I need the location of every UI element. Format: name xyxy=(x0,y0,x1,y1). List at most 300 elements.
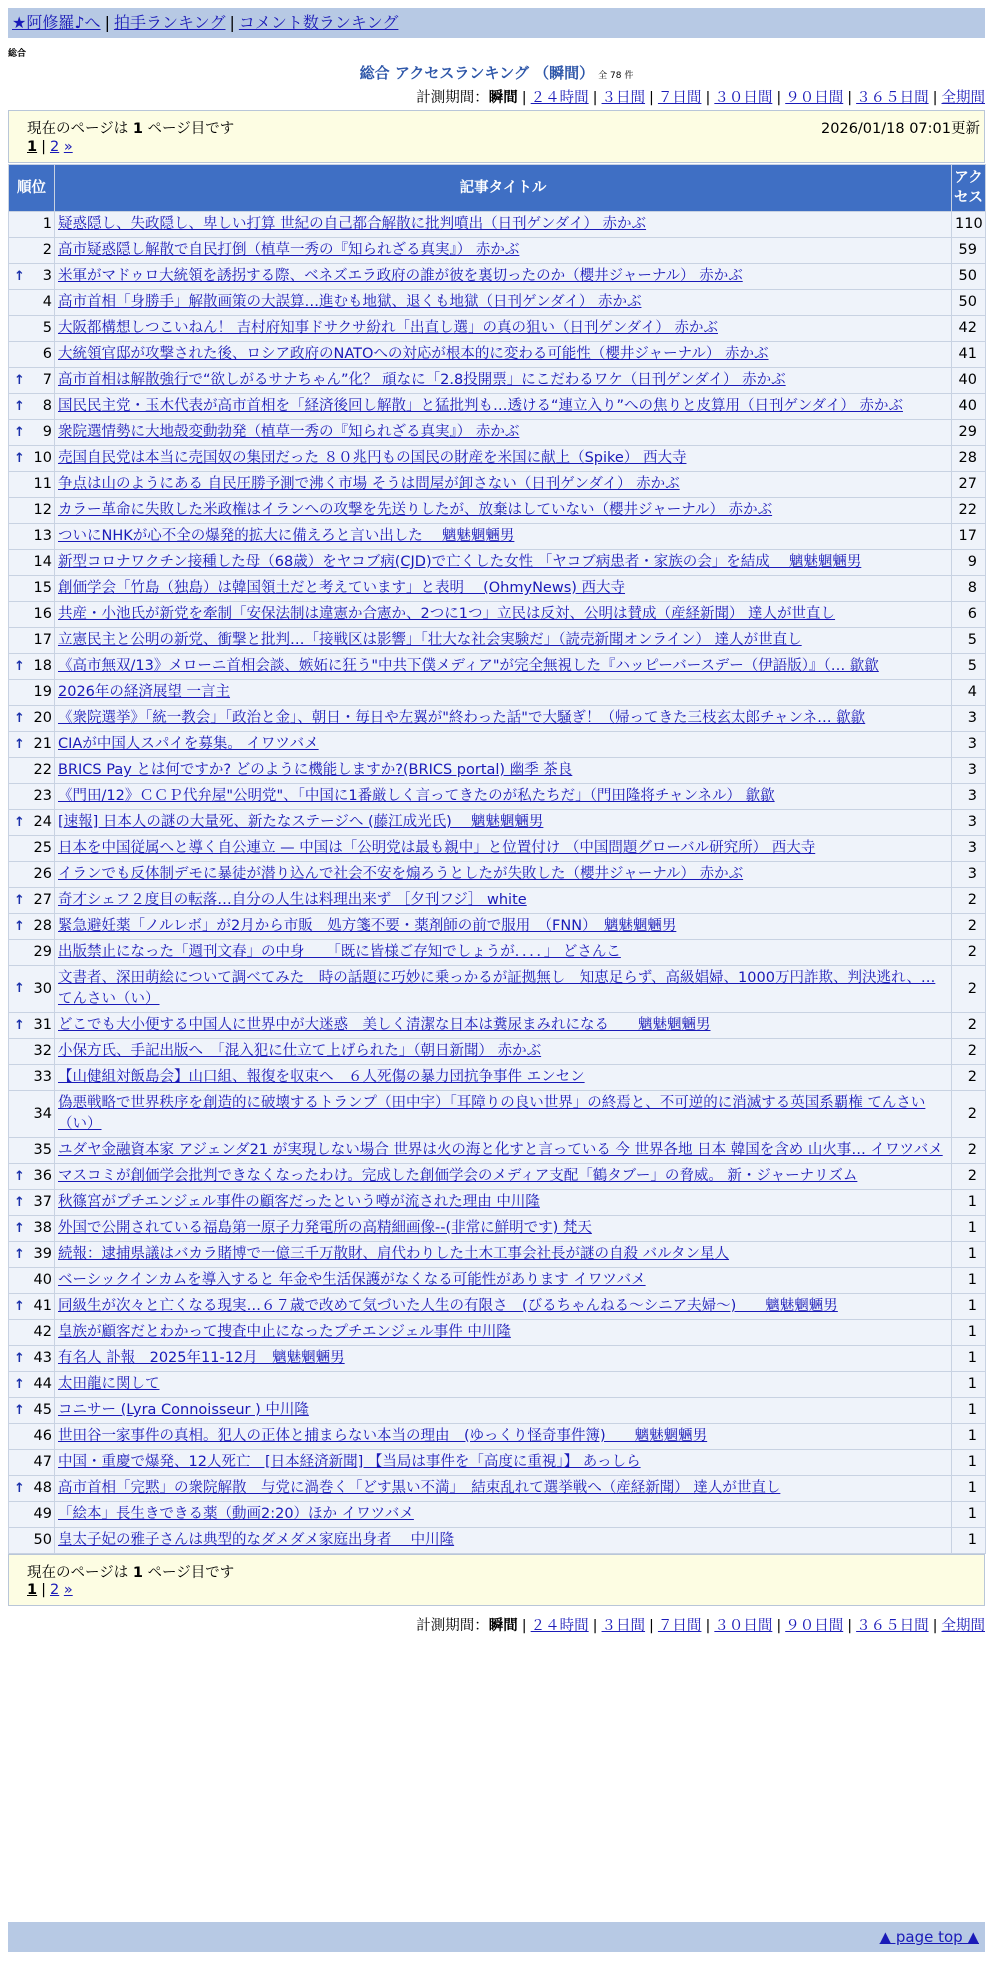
article-link[interactable]: 米軍がマドゥロ大統領を誘拐する際、ベネズエラ政府の誰が彼を裏切ったのか（櫻井ジャーナル） 赤かぶ xyxy=(58,268,743,284)
table-row xyxy=(9,472,986,498)
article-link[interactable]: 高市疑惑隠し解散で自民打倒（植草一秀の『知られざる真実』） 赤かぶ xyxy=(58,242,520,258)
rank-cell xyxy=(9,1268,55,1294)
table-row xyxy=(9,446,986,472)
article-link[interactable]: 高市首相「身勝手」解散画策の大誤算…進むも地獄、退くも地獄（日刊ゲンダイ） 赤かぶ xyxy=(58,294,642,310)
period-option-link[interactable]: 全期間 xyxy=(941,1618,985,1634)
period-separator: | xyxy=(521,1618,527,1634)
access-count: 1 xyxy=(952,1372,986,1398)
section-label: 総合 xyxy=(8,49,27,59)
access-count: 3 xyxy=(952,810,986,836)
rank-up-arrow-icon: ↑ xyxy=(14,1480,25,1496)
article-link[interactable]: 立憲民主と公明の新党、衝撃と批判…「接戦区は影響」「壮大な社会実験だ」（読売新聞オンライン） 達人が世直し xyxy=(58,632,802,648)
table-row xyxy=(9,862,986,888)
title-cell xyxy=(55,680,952,706)
access-count: 3 xyxy=(952,784,986,810)
table-row xyxy=(9,1398,986,1424)
rank-cell xyxy=(9,316,55,342)
rank-cell xyxy=(9,524,55,550)
rank-cell xyxy=(9,550,55,576)
table-row xyxy=(9,1065,986,1091)
access-count: 29 xyxy=(952,420,986,446)
article-link[interactable]: CIAが中国人スパイを募集。 イワツバメ xyxy=(58,736,319,752)
article-link[interactable]: [速報] 日本人の謎の大量死、新たなステージへ (藤江成光氏) 魑魅魍魎男 xyxy=(58,814,544,830)
rank-cell xyxy=(9,888,55,914)
period-option-link[interactable]: 全期間 xyxy=(941,90,985,106)
article-link[interactable]: 文書者、深田萌絵について調べてみた 時の話題に巧妙に乗っかるが証拠無し 知恵足らず、高級娼婦、1000万円詐欺、判決逃れ、… てんさい（い） xyxy=(58,970,936,1007)
rank-cell xyxy=(9,394,55,420)
article-link[interactable]: 皇太子妃の雅子さんは典型的なダメダメ家庭出身者 中川隆 xyxy=(58,1532,455,1548)
period-option-link[interactable]: ９０日間 xyxy=(785,90,844,106)
article-link[interactable]: 「絵本」長生きできる薬（動画2:20）ほか イワツバメ xyxy=(58,1506,414,1522)
table-row xyxy=(9,1476,986,1502)
access-count: 40 xyxy=(952,368,986,394)
access-count: 3 xyxy=(952,732,986,758)
table-row xyxy=(9,524,986,550)
rank-number: 47 xyxy=(33,1454,52,1470)
rank-cell xyxy=(9,1242,55,1268)
article-link[interactable]: 奇才シェフ２度目の転落…自分の人生は料理出来ず ［夕刊フジ］ white xyxy=(58,892,527,908)
article-link[interactable]: 有名人 訃報 2025年11-12月 魑魅魍魎男 xyxy=(58,1350,345,1366)
article-link[interactable]: 出版禁止になった「週刊文春」の中身 「既に皆様ご存知でしょうが．．．．」 どさんこ xyxy=(58,944,621,960)
top-nav xyxy=(8,8,985,38)
title-cell xyxy=(55,264,952,290)
rank-cell xyxy=(9,368,55,394)
title-cell xyxy=(55,1138,952,1164)
pager-bottom xyxy=(8,1554,985,1606)
article-link[interactable]: 太田龍に関して xyxy=(58,1376,160,1392)
table-row xyxy=(9,1346,986,1372)
rank-up-arrow-icon: ↑ xyxy=(14,918,25,934)
access-count: 59 xyxy=(952,238,986,264)
access-count: 1 xyxy=(952,1216,986,1242)
rank-up-arrow-icon: ↑ xyxy=(14,892,25,908)
table-row xyxy=(9,706,986,732)
period-separator: | xyxy=(847,1618,853,1634)
rank-cell xyxy=(9,472,55,498)
period-separator: | xyxy=(776,1618,782,1634)
rank-cell xyxy=(9,420,55,446)
table-row xyxy=(9,238,986,264)
title-cell xyxy=(55,368,952,394)
table-row xyxy=(9,550,986,576)
table-row xyxy=(9,420,986,446)
article-link[interactable]: 【山健組対飯島会】山口組、報復を収束へ ６人死傷の暴力団抗争事件 エンセン xyxy=(58,1069,585,1085)
period-option-link[interactable]: ７日間 xyxy=(657,90,702,106)
title-cell xyxy=(55,1346,952,1372)
rank-up-arrow-icon: ↑ xyxy=(14,372,25,388)
period-separator: | xyxy=(649,1618,654,1634)
period-label: 計測期間： xyxy=(416,1618,489,1634)
title-cell xyxy=(55,784,952,810)
period-option-link[interactable]: ３日間 xyxy=(601,90,646,106)
table-row xyxy=(9,654,986,680)
access-count: 1 xyxy=(952,1476,986,1502)
rank-up-arrow-icon: ↑ xyxy=(14,1168,25,1184)
page-title-text: 総合 アクセスランキング （瞬間） xyxy=(359,64,595,82)
title-cell xyxy=(55,550,952,576)
article-link[interactable]: 大統領官邸が攻撃された後、ロシア政府のNATOへの対応が根本的に変わる可能性（櫻井ジャーナル） 赤かぶ xyxy=(58,346,769,362)
rank-cell xyxy=(9,914,55,940)
article-link[interactable]: どこでも大小便する中国人に世界中が大迷惑 美しく清潔な日本は糞尿まみれになる 魑魅魍魎男 xyxy=(58,1017,711,1033)
table-row xyxy=(9,1242,986,1268)
rank-cell xyxy=(9,342,55,368)
table-row xyxy=(9,966,986,1013)
rank-up-arrow-icon: ↑ xyxy=(14,710,25,726)
rank-up-arrow-icon: ↑ xyxy=(14,981,25,996)
period-option-link[interactable]: ３０日間 xyxy=(714,90,773,106)
article-link[interactable]: 世田谷一家事件の真相。犯人の正体と捕まらない本当の理由 (ゆっくり怪奇事件簿) 魑魅魍魎男 xyxy=(58,1428,708,1444)
access-count: 4 xyxy=(952,680,986,706)
title-cell xyxy=(55,966,952,1013)
rank-number: 49 xyxy=(33,1506,52,1522)
rank-cell xyxy=(9,602,55,628)
access-count: 27 xyxy=(952,472,986,498)
article-link[interactable]: コニサー (Lyra Connoisseur ) 中川隆 xyxy=(58,1402,309,1418)
next-page-link[interactable]: » xyxy=(63,139,73,155)
current-page-number: 1 xyxy=(132,121,143,137)
period-option-link[interactable]: ９０日間 xyxy=(785,1618,844,1634)
rank-cell xyxy=(9,706,55,732)
period-option-link[interactable]: ３６５日間 xyxy=(856,1618,929,1634)
table-row xyxy=(9,836,986,862)
page-top-link[interactable]: ▲ page top ▲ xyxy=(879,1928,979,1946)
access-count: 50 xyxy=(952,264,986,290)
rank-number: 5 xyxy=(42,320,52,336)
article-link[interactable]: イランでも反体制デモに暴徒が潜り込んで社会不安を煽ろうとしたが失敗した（櫻井ジャーナル） 赤かぶ xyxy=(58,866,744,882)
rank-cell xyxy=(9,732,55,758)
title-cell xyxy=(55,1294,952,1320)
access-count: 5 xyxy=(952,628,986,654)
rank-number: 41 xyxy=(33,1298,52,1314)
rank-cell xyxy=(9,862,55,888)
period-option-link[interactable]: ３日間 xyxy=(601,1618,646,1634)
article-link[interactable]: 日本を中国従属へと導く自公連立 — 中国は「公明党は最も親中」と位置付け （中国問題グローバル研究所） 西大寺 xyxy=(58,840,816,856)
period-separator: | xyxy=(776,90,782,106)
period-selector-bottom xyxy=(416,1614,985,1635)
table-row xyxy=(9,1268,986,1294)
rank-number: 43 xyxy=(33,1350,52,1366)
article-link[interactable]: ユダヤ金融資本家 アジェンダ21 が実現しない場合 世界は火の海と化すと言っている 今 世界各地 日本 韓国を含め 山火事… イワツバメ xyxy=(58,1142,943,1158)
access-count: 41 xyxy=(952,342,986,368)
rank-cell xyxy=(9,212,55,238)
comment-ranking-link[interactable]: コメント数ランキング xyxy=(238,13,399,32)
rank-cell xyxy=(9,654,55,680)
table-row xyxy=(9,732,986,758)
rank-cell xyxy=(9,1320,55,1346)
access-count: 8 xyxy=(952,576,986,602)
rank-number: 45 xyxy=(33,1402,52,1418)
period-separator: | xyxy=(521,90,527,106)
nav-separator: | xyxy=(104,13,110,32)
article-link[interactable]: 秋篠宮がプチエンジェル事件の顧客だったという噂が流された理由 中川隆 xyxy=(58,1194,540,1210)
current-page-text xyxy=(27,117,234,138)
title-cell xyxy=(55,706,952,732)
rank-number: 8 xyxy=(42,398,52,414)
period-selector-top xyxy=(416,86,985,107)
access-count: 1 xyxy=(952,1320,986,1346)
table-row xyxy=(9,1013,986,1039)
rank-cell xyxy=(9,1346,55,1372)
rank-cell xyxy=(9,680,55,706)
rank-number: 31 xyxy=(33,1017,52,1033)
rank-cell xyxy=(9,784,55,810)
article-link[interactable]: 緊急避妊薬「ノルレボ」が2月から市販 処方箋不要・薬剤師の前で服用 （FNN） 魑魅魍魎男 xyxy=(58,918,677,934)
access-count: 17 xyxy=(952,524,986,550)
article-link[interactable]: ベーシックインカムを導入すると 年金や生活保護がなくなる可能性があります イワツバメ xyxy=(58,1272,646,1288)
access-count: 28 xyxy=(952,446,986,472)
table-row xyxy=(9,1091,986,1138)
rank-number: 46 xyxy=(33,1428,52,1444)
table-row xyxy=(9,576,986,602)
title-cell xyxy=(55,1065,952,1091)
title-cell xyxy=(55,446,952,472)
table-row xyxy=(9,1164,986,1190)
article-link[interactable]: マスコミが創価学会批判できなくなったわけ。完成した創価学会のメディア支配「鶴タブー」の脅威。 新・ジャーナリズム xyxy=(58,1168,858,1184)
access-count: 1 xyxy=(952,1502,986,1528)
article-link[interactable]: 疑惑隠し、失政隠し、卑しい打算 世紀の自己都合解散に批判噴出（日刊ゲンダイ） 赤かぶ xyxy=(58,216,647,232)
article-link[interactable]: 小保方氏、手記出版へ 「混入犯に仕立て上げられた」（朝日新聞） 赤かぶ xyxy=(58,1043,542,1059)
current-page-text xyxy=(27,1561,234,1582)
article-link[interactable]: 《門田/12》ＣＣＰ代弁屋"公明党"、「中国に1番厳しく言ってきたのが私たちだ」（門田隆将チャンネル） 歙歙 xyxy=(58,788,775,804)
current-page-pre: 現在のページは xyxy=(27,1565,129,1581)
article-link[interactable]: 衆院選情勢に大地殻変動勃発（植草一秀の『知られざる真実』） 赤かぶ xyxy=(58,424,520,440)
rank-number: 27 xyxy=(33,892,52,908)
access-count: 1 xyxy=(952,1268,986,1294)
article-link[interactable]: 争点は山のようにある 自民圧勝予測で沸く市場 そうは問屋が卸さない（日刊ゲンダイ） 赤かぶ xyxy=(58,476,680,492)
rank-up-arrow-icon: ↑ xyxy=(14,424,25,440)
period-option-link[interactable]: ３０日間 xyxy=(714,1618,773,1634)
period-label: 計測期間： xyxy=(416,90,489,106)
article-link[interactable]: 外国で公開されている福島第一原子力発電所の高精細画像--(非常に鮮明です) 梵天 xyxy=(58,1220,592,1236)
rank-number: 28 xyxy=(33,918,52,934)
article-link[interactable]: 同級生が次々と亡くなる現実…６７歳で改めて気づいた人生の有限さ (びるちゃんねる～シニア夫婦～) 魑魅魍魎男 xyxy=(58,1298,838,1314)
rank-number: 36 xyxy=(33,1168,52,1184)
rank-cell xyxy=(9,940,55,966)
period-separator: | xyxy=(592,90,598,106)
current-page-post: ページ目です xyxy=(147,121,235,137)
article-link[interactable]: 高市首相は解散強行で“欲しがるサナちゃん”化？ 頑なに「2.8投開票」にこだわるワケ（日刊ゲンダイ） 赤かぶ xyxy=(58,372,786,388)
access-count: 1 xyxy=(952,1294,986,1320)
article-link[interactable]: 創価学会「竹島（独島）は韓国領土だと考えています」と表明 (OhmyNews) 西大寺 xyxy=(58,580,626,596)
article-link[interactable]: ついにNHKが心不全の爆発的拡大に備えろと言い出した 魑魅魍魎男 xyxy=(58,528,515,544)
access-count: 2 xyxy=(952,914,986,940)
rank-number: 33 xyxy=(33,1069,52,1085)
access-count: 2 xyxy=(952,1138,986,1164)
access-count: 3 xyxy=(952,836,986,862)
rank-number: 1 xyxy=(42,216,52,232)
article-link[interactable]: 共産・小池氏が新党を牽制「安保法制は違憲か合憲か、2つに1つ」立民は反対、公明は賛成（産経新聞） 達人が世直し xyxy=(58,606,836,622)
rank-cell xyxy=(9,1091,55,1138)
rank-cell xyxy=(9,966,55,1013)
access-count: 1 xyxy=(952,1450,986,1476)
article-link[interactable]: 中国・重慶で爆発、12人死亡 [日本経済新聞] 【当局は事件を「高度に重視」】 あっしら xyxy=(58,1454,641,1470)
current-page-number: 1 xyxy=(132,1565,143,1581)
title-cell xyxy=(55,1372,952,1398)
table-row xyxy=(9,264,986,290)
title-cell xyxy=(55,472,952,498)
rank-cell xyxy=(9,1164,55,1190)
title-cell xyxy=(55,1091,952,1138)
rank-cell xyxy=(9,264,55,290)
article-link[interactable]: BRICS Pay とは何ですか? どのように機能しますか?(BRICS portal) 幽季 茶良 xyxy=(58,762,573,778)
table-row xyxy=(9,810,986,836)
table-row xyxy=(9,1502,986,1528)
table-row xyxy=(9,784,986,810)
rank-number: 14 xyxy=(33,554,52,570)
article-link[interactable]: 新型コロナワクチン接種した母（68歳）をヤコブ病(CJD)で亡くした女性 「ヤコブ病患者・家族の会」を結成 魑魅魍魎男 xyxy=(58,554,862,570)
rank-up-arrow-icon: ↑ xyxy=(14,736,25,752)
rank-number: 24 xyxy=(33,814,52,830)
home-link[interactable]: ★阿修羅♪へ xyxy=(12,13,101,32)
rank-cell xyxy=(9,758,55,784)
title-cell xyxy=(55,1164,952,1190)
rank-cell xyxy=(9,810,55,836)
rank-number: 42 xyxy=(33,1324,52,1340)
title-cell xyxy=(55,836,952,862)
table-header-row xyxy=(9,165,986,212)
rank-number: 40 xyxy=(33,1272,52,1288)
table-row xyxy=(9,1294,986,1320)
page-title xyxy=(0,62,993,83)
article-link[interactable]: 2026年の経済展望 一言主 xyxy=(58,684,231,700)
rank-cell xyxy=(9,1398,55,1424)
table-row xyxy=(9,498,986,524)
period-separator: | xyxy=(592,1618,598,1634)
table-row xyxy=(9,212,986,238)
rank-number: 32 xyxy=(33,1043,52,1059)
table-row xyxy=(9,680,986,706)
rank-number: 15 xyxy=(33,580,52,596)
rank-up-arrow-icon: ↑ xyxy=(14,1017,25,1033)
title-cell xyxy=(55,342,952,368)
title-cell xyxy=(55,524,952,550)
rank-cell xyxy=(9,1294,55,1320)
title-cell xyxy=(55,1476,952,1502)
access-count: 2 xyxy=(952,1065,986,1091)
rank-cell xyxy=(9,1476,55,1502)
access-count: 110 xyxy=(952,212,986,238)
rank-number: 48 xyxy=(33,1480,52,1496)
rank-number: 26 xyxy=(33,866,52,882)
title-cell xyxy=(55,290,952,316)
rank-up-arrow-icon: ↑ xyxy=(14,1298,25,1314)
rank-cell xyxy=(9,628,55,654)
title-cell xyxy=(55,1190,952,1216)
article-link[interactable]: 続報：逮捕県議はバカラ賭博で一億三千万散財、肩代わりした土木工事会社長が謎の自殺 バルタン星人 xyxy=(58,1246,730,1262)
ranking-body xyxy=(9,212,986,1554)
rank-cell xyxy=(9,1216,55,1242)
article-link[interactable]: 《衆院選挙》「統一教会」「政治と金」、朝日・毎日や左翼が"終わった話"で大騒ぎ！（帰ってきた三枝玄太郎チャンネ… 歙歙 xyxy=(58,710,866,726)
article-link[interactable]: 高市首相「完黙」の衆院解散 与党に渦巻く「どす黒い不満」 結束乱れて選挙戦へ（産経新聞） 達人が世直し xyxy=(58,1480,781,1496)
clap-ranking-link[interactable]: 拍手ランキング xyxy=(113,13,226,32)
table-row xyxy=(9,1216,986,1242)
period-option-link[interactable]: ２４時間 xyxy=(530,1618,589,1634)
page-current: 1 xyxy=(27,139,38,155)
title-cell xyxy=(55,758,952,784)
rank-number: 9 xyxy=(42,424,52,440)
rank-up-arrow-icon: ↑ xyxy=(14,398,25,414)
rank-cell xyxy=(9,1372,55,1398)
title-cell xyxy=(55,940,952,966)
rank-number: 11 xyxy=(33,476,52,492)
article-link[interactable]: 売国自民党は本当に売国奴の集団だった ８０兆円もの国民の財産を米国に献上（Spike） 西大寺 xyxy=(58,450,687,466)
rank-number: 25 xyxy=(33,840,52,856)
rank-up-arrow-icon: ↑ xyxy=(14,1376,25,1392)
table-row xyxy=(9,628,986,654)
title-cell xyxy=(55,862,952,888)
title-cell xyxy=(55,1216,952,1242)
next-page-link[interactable]: » xyxy=(63,1582,73,1598)
rank-number: 23 xyxy=(33,788,52,804)
page-link-2[interactable]: 2 xyxy=(49,139,60,155)
period-option-link[interactable]: ３６５日間 xyxy=(856,90,929,106)
access-count: 3 xyxy=(952,758,986,784)
page-current: 1 xyxy=(27,1582,38,1598)
article-link[interactable]: 大阪都構想しつこいねん！ 吉村府知事ドサクサ紛れ「出直し選」の真の狙い（日刊ゲンダイ） 赤かぶ xyxy=(58,320,718,336)
article-link[interactable]: 《高市無双/13》メローニ首相会談、嫉妬に狂う"中共下僕メディア"が完全無視した『ハッピーバースデー（伊語版）』（… 歙歙 xyxy=(58,658,879,674)
period-option-link[interactable]: ２４時間 xyxy=(530,90,589,106)
article-link[interactable]: 国民民主党・玉木代表が高市首相を「経済後回し解散」と猛批判も…透ける“連立入り”への焦りと皮算用（日刊ゲンダイ） 赤かぶ xyxy=(58,398,903,414)
article-link[interactable]: カラー革命に失敗した米政権はイランへの攻撃を先送りしたが、放棄はしていない（櫻井ジャーナル） 赤かぶ xyxy=(58,502,773,518)
table-row xyxy=(9,940,986,966)
title-cell xyxy=(55,576,952,602)
title-cell xyxy=(55,1528,952,1554)
title-cell xyxy=(55,212,952,238)
table-row xyxy=(9,1138,986,1164)
title-cell xyxy=(55,316,952,342)
rank-cell xyxy=(9,1528,55,1554)
rank-number: 34 xyxy=(33,1105,52,1122)
rank-up-arrow-icon: ↑ xyxy=(14,1246,25,1262)
page-link-2[interactable]: 2 xyxy=(49,1582,60,1598)
page-separator: | xyxy=(41,1582,46,1598)
period-option-current: 瞬間 xyxy=(488,1618,518,1634)
article-link[interactable]: 偽悪戦略で世界秩序を創造的に破壊するトランプ（田中宇）「耳障りの良い世界」の終焉と、不可逆的に消滅する英国系覇権 てんさい（い） xyxy=(58,1095,926,1132)
access-count: 1 xyxy=(952,1424,986,1450)
access-count: 2 xyxy=(952,1013,986,1039)
rank-number: 21 xyxy=(33,736,52,752)
title-cell xyxy=(55,1502,952,1528)
period-separator: | xyxy=(705,1618,711,1634)
page-links xyxy=(27,1582,73,1598)
pager-top xyxy=(8,110,985,163)
access-count: 3 xyxy=(952,706,986,732)
rank-cell xyxy=(9,446,55,472)
table-row xyxy=(9,1424,986,1450)
period-separator: | xyxy=(705,90,711,106)
access-header: アクセス xyxy=(952,165,986,212)
period-option-link[interactable]: ７日間 xyxy=(657,1618,702,1634)
rank-cell xyxy=(9,1065,55,1091)
rank-number: 4 xyxy=(42,294,52,310)
table-row xyxy=(9,368,986,394)
table-row xyxy=(9,888,986,914)
rank-up-arrow-icon: ↑ xyxy=(14,658,25,674)
title-header: 記事タイトル xyxy=(55,165,952,212)
rank-cell xyxy=(9,576,55,602)
article-link[interactable]: 皇族が顧客だとわかって捜査中止になったプチエンジェル事件 中川隆 xyxy=(58,1324,511,1340)
access-count: 1 xyxy=(952,1190,986,1216)
title-cell xyxy=(55,238,952,264)
access-count: 50 xyxy=(952,290,986,316)
title-cell xyxy=(55,420,952,446)
footer-bar xyxy=(8,1922,985,1952)
period-separator: | xyxy=(847,90,853,106)
rank-number: 12 xyxy=(33,502,52,518)
table-row xyxy=(9,290,986,316)
title-cell xyxy=(55,602,952,628)
rank-cell xyxy=(9,290,55,316)
